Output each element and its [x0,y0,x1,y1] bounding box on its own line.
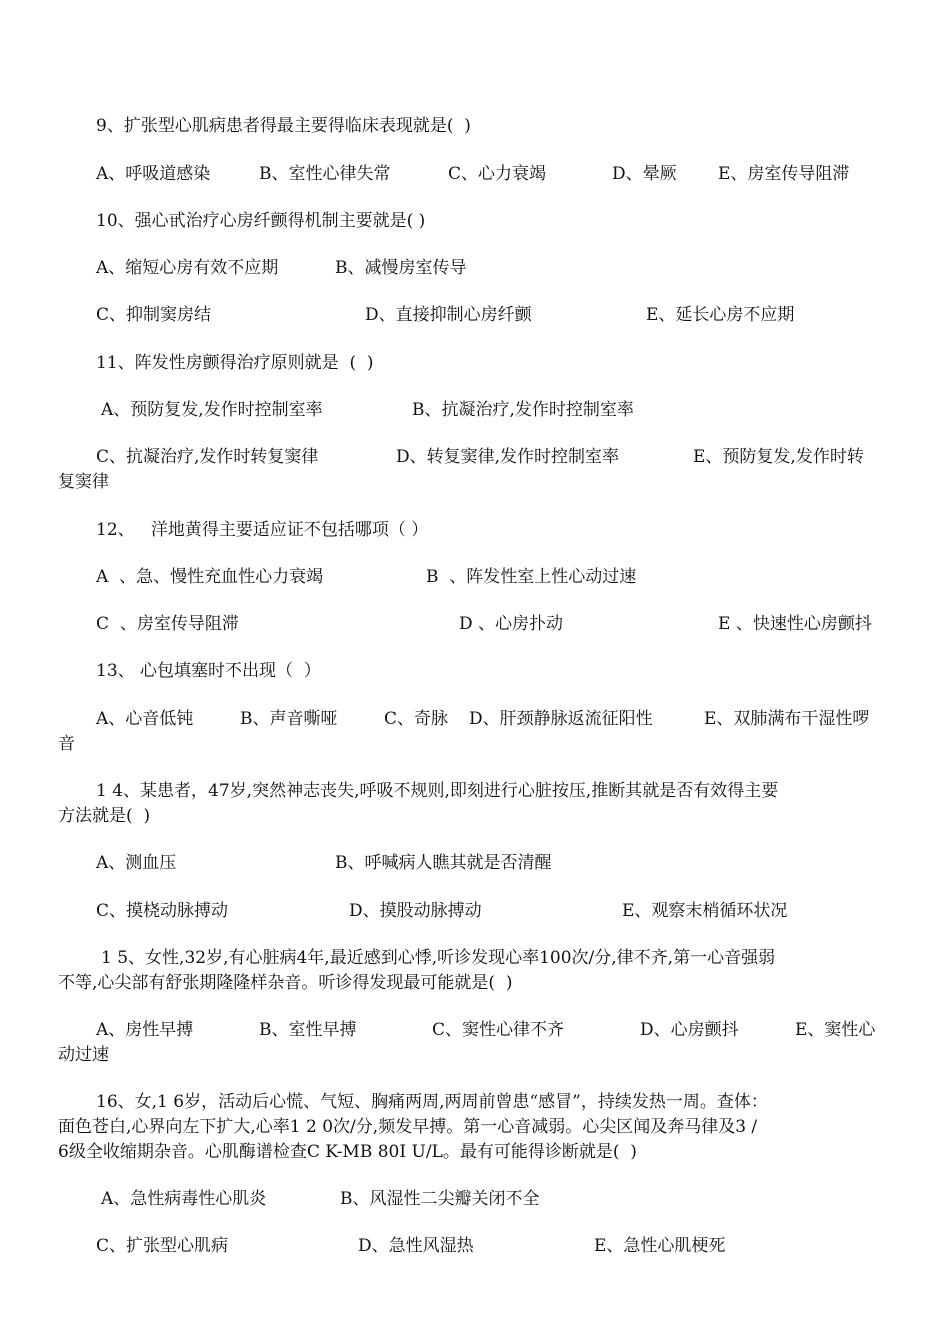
option-b: B、呼喊病人瞧其就是否清醒 [335,853,552,873]
question-11-stem: 11、阵发性房颤得治疗原则就是 ( ) [96,353,374,373]
option-a: A、预防复发,发作时控制室率 [101,400,323,420]
option-d: D、心房颤抖 [640,1020,739,1040]
option-e: E、预防复发,发作时转 [693,447,864,467]
question-15-stem-line2: 不等,心尖部有舒张期隆隆样杂音。听诊得发现最可能就是( ) [58,973,513,993]
option-e: E、房室传导阻滞 [718,164,850,184]
question-14-options-row1 [0,850,950,876]
option-d: D、转复窦律,发作时控制室率 [396,447,620,467]
question-16-options-row2 [0,1233,950,1259]
option-c: C、窦性心律不齐 [432,1020,565,1040]
question-12-options-row2 [0,611,950,637]
question-16-stem-line1: 16、女,1 6岁，活动后心慌、气短、胸痛两周,两周前曾患“感冒”，持续发热一周。查体： [96,1092,768,1112]
option-a: A、呼吸道感染 [96,164,211,184]
option-b: B、减慢房室传导 [335,258,467,278]
question-14-options-row2 [0,898,950,924]
option-c: C、抑制窦房结 [96,305,212,325]
question-9-options [0,161,950,187]
question-13-options-row1 [0,706,950,732]
option-d: D、急性风湿热 [358,1236,474,1256]
question-9-stem: 9、扩张型心肌病患者得最主要得临床表现就是( ) [96,116,471,136]
option-c: C、奇脉 [384,709,449,729]
option-d: D、直接抑制心房纤颤 [365,305,532,325]
option-c: C、扩张型心肌病 [96,1236,229,1256]
option-e: E、急性心肌梗死 [594,1236,726,1256]
question-13-options-row2 [0,731,950,757]
question-13-stem: 13、 心包填塞时不出现（ ） [96,661,321,681]
option-a: A、测血压 [96,853,177,873]
option-e: E、窦性心 [795,1020,876,1040]
option-e: E、观察末梢循环状况 [622,901,788,921]
question-16-stem-line2: 面色苍白,心界向左下扩大,心率1 2 0次/分,频发早搏。第一心音减弱。心尖区闻及奔马律及3 / [58,1117,758,1137]
option-b: B 、阵发性室上性心动过速 [426,567,637,587]
question-14-stem-line1: 1 4、某患者，47岁,突然神志丧失,呼吸不规则,即刻进行心脏按压,推断其就是否有效得主要 [96,781,779,801]
question-14-stem-line2: 方法就是( ) [58,806,151,826]
question-11-options-row3 [0,469,950,495]
option-e-continued: 音 [58,734,75,754]
option-b: B、抗凝治疗,发作时控制室率 [412,400,634,420]
option-e-continued: 动过速 [58,1045,109,1065]
option-e: E 、快速性心房颤抖 [718,614,872,634]
option-d: D 、心房扑动 [459,614,564,634]
option-d: D、肝颈静脉返流征阳性 [469,709,653,729]
option-a: A、急性病毒性心肌炎 [101,1189,267,1209]
question-16-stem-line3: 6级全收缩期杂音。心肌酶谱检查C K-MB 80I U/L。最有可能得诊断就是( ) [58,1142,637,1162]
question-12-stem: 12、 洋地黄得主要适应证不包括哪项（ ） [96,520,429,540]
question-10-options-row1 [0,255,950,281]
option-b: B、风湿性二尖瓣关闭不全 [340,1189,540,1209]
option-b: B、声音嘶哑 [240,709,338,729]
option-a: A 、急、慢性充血性心力衰竭 [96,567,324,587]
question-12-options-row1 [0,564,950,590]
question-10-options-row2 [0,302,950,328]
option-a: A、心音低钝 [96,709,194,729]
question-15-stem-line1: 1 5、女性,32岁,有心脏病4年,最近感到心悸,听诊发现心率100次/分,律不齐,第一心音强弱 [101,948,776,968]
option-c: C、摸桡动脉搏动 [96,901,229,921]
question-15-options-row2 [0,1042,950,1068]
question-10-stem: 10、强心甙治疗心房纤颤得机制主要就是( ) [96,211,426,231]
option-b: B、室性心律失常 [259,164,391,184]
option-b: B、室性早搏 [259,1020,357,1040]
option-a: A、房性早搏 [96,1020,194,1040]
option-e: E、延长心房不应期 [646,305,795,325]
question-11-options-row1 [0,397,950,423]
question-16-options-row1 [0,1186,950,1212]
option-e-continued: 复窦律 [58,472,109,492]
question-11-options-row2 [0,444,950,470]
option-a: A、缩短心房有效不应期 [96,258,279,278]
option-c: C、抗凝治疗,发作时转复窦律 [96,447,319,467]
option-d: D、摸股动脉搏动 [349,901,482,921]
option-c: C、心力衰竭 [448,164,547,184]
option-e: E、双肺满布干湿性啰 [704,709,870,729]
option-d: D、晕厥 [612,164,677,184]
option-c: C 、房室传导阻滞 [96,614,239,634]
question-15-options-row1 [0,1017,950,1043]
